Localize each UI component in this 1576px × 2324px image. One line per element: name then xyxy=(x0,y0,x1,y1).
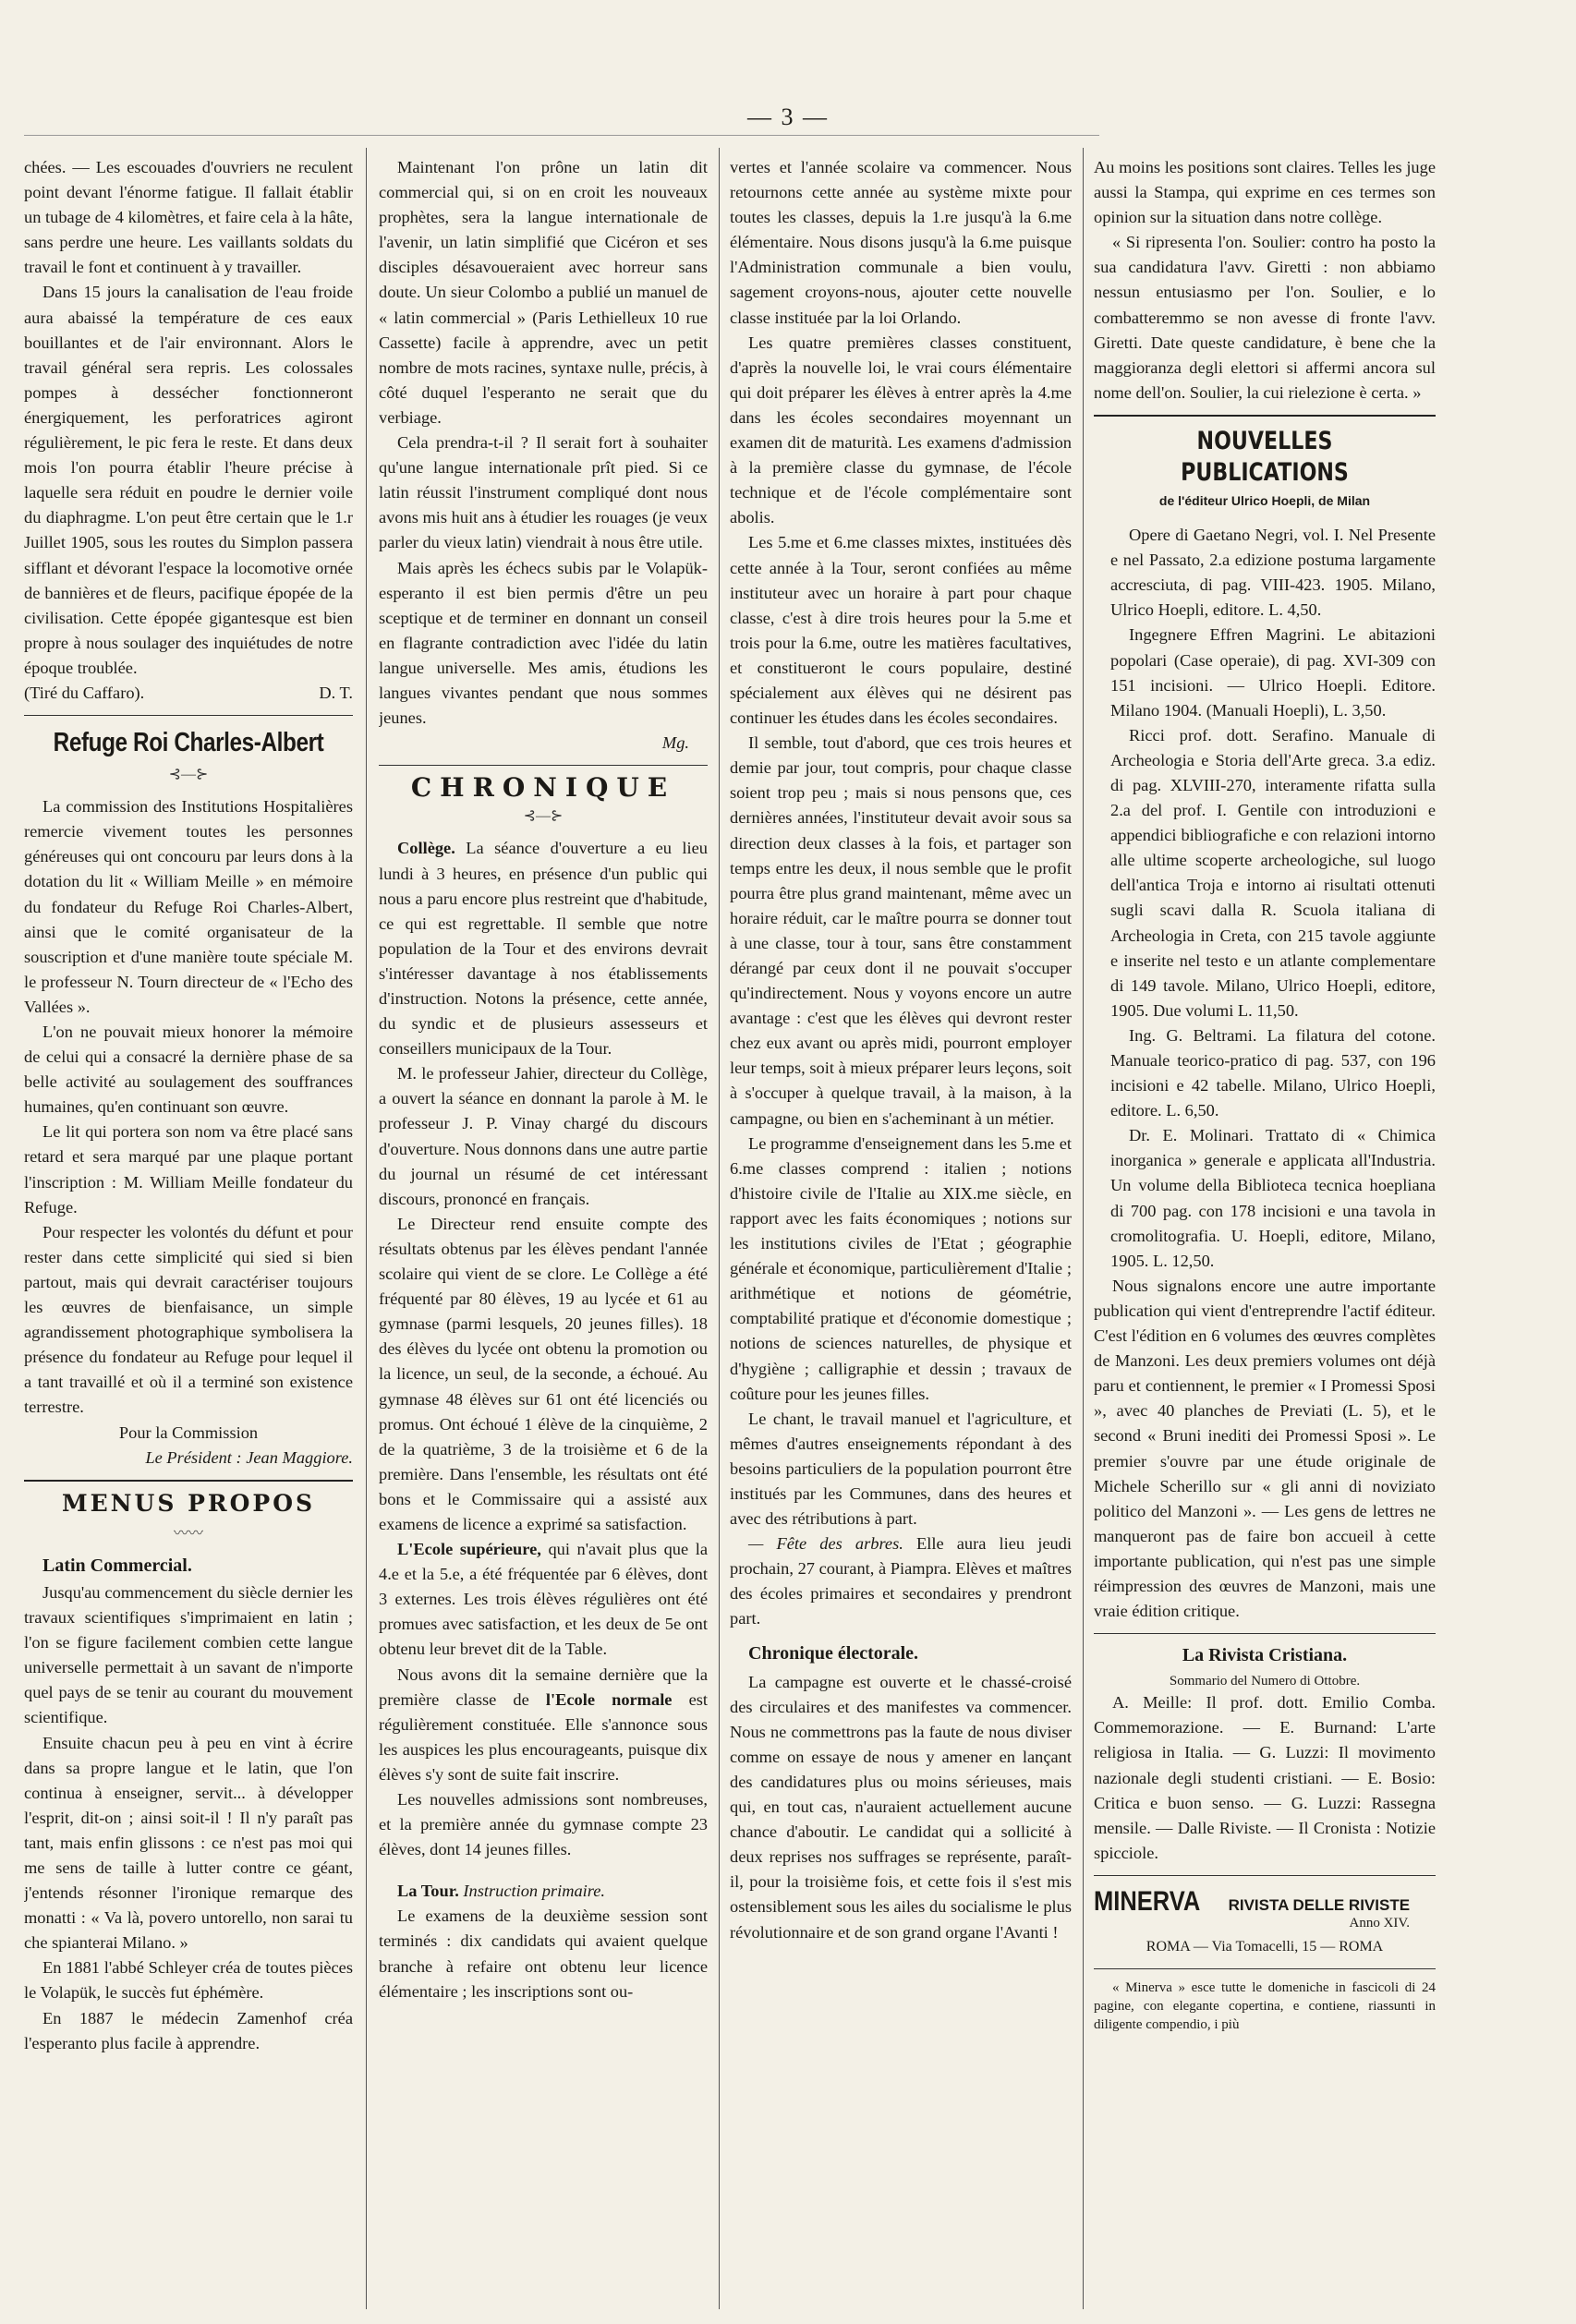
ecole-text: qui n'avait plus que la 4.e et la 5.e, a été fréquentée par 6 élèves, dont 3 externes. Les trois élèves régulières ont été promues avec satisfaction, et les deux de 5e ont obtenu leur brevet dit de la Table. xyxy=(379,1540,708,1659)
ecole-lead: L'Ecole supérieure, xyxy=(397,1540,541,1559)
section-divider xyxy=(24,715,353,716)
rivista-cristiana-heading: La Rivista Cristiana. xyxy=(1182,1645,1348,1666)
section-divider xyxy=(1094,1875,1436,1876)
fete-lead: — Fête des arbres. xyxy=(748,1534,903,1554)
minerva-masthead xyxy=(1094,1885,1436,1932)
nouvelles-publications-subheading: de l'éditeur Ulrico Hoepli, de Milan xyxy=(1158,492,1371,508)
article-signature: Mg. xyxy=(661,733,689,753)
article-paragraph: Pour respecter les volontés du défunt et pour rester dans cette simplicité qui sied si bien partout, mais qui devrait caractériser toujours les œuvres de bienfaisance, un simple agrandissement photographique symbolisera la présence du fondateur au Refuge pour lequel il a tant travaillé et où il a terminé son existence terrestre. xyxy=(24,1222,353,1417)
chronique-heading: CHRONIQUE xyxy=(410,772,676,804)
publication-entry: Ricci prof. dott. Serafino. Manuale di Archeologia e Storia dell'Arte greca. 3.a ediz. di pag. XLVIII-270, interamente rifatta sulla 2.a del prof. I. Gentile con introduzioni e appendici bibliografiche e con relazioni intorno alle ultime scoperte archeologiche, sul luogo dell'antica Troja e intorno ai risultati ottenuti sugli scavi dalla R. Scuola italiana di Archeologia in Creta, con 215 tavole aggiunte e inserite nel testo e un atlante complementare di 149 tavole. Milano, Ulrico Hoepli, editore, 1905. Due volumi L. 11,50. xyxy=(1110,725,1436,1020)
page-number: — 3 — xyxy=(747,103,829,130)
article-paragraph xyxy=(379,1879,708,1904)
column-divider xyxy=(719,148,720,2309)
publication-entry: Dr. E. Molinari. Trattato di « Chimica inorganica » generale e applicata all'Industria. Un volume della Biblioteca tecnica hoepliana di 700 pag. con 178 incisioni e una tavola in cromolitografia. U. Hoepli, editore, Milano, 1905. L. 12,50. xyxy=(1110,1126,1436,1270)
menus-propos-heading: MENUS PROPOS xyxy=(61,1489,316,1517)
article-paragraph: Maintenant l'on prône un latin dit commercial qui, si on en croit les nouveaux prophètes, sera la langue internationale de l'avenir, un latin simplifié que Cicéron et ses disciples désavoueraient avec horreur sans doute. Un sieur Colombo a publié un manuel de « latin commercial » (Paris Lethielleux 10 rue Cassette) facile à apprendre, avec un petit nombre de mots racines, syntaxe nulle, précis, à côté duquel l'esperanto ne serait que du verbiage. xyxy=(379,158,708,427)
minerva-name: MINERVA xyxy=(1094,1885,1201,1917)
latin-commercial-heading: Latin Commercial. xyxy=(42,1555,192,1576)
source-signature: D. T. xyxy=(319,683,353,702)
section-divider xyxy=(379,765,708,766)
article-paragraph: Le chant, le travail manuel et l'agriculture, et mêmes d'autres enseignements répondant à des besoins particuliers de la population pourront être institués par les Communes, dans des heures et avec des rétributions à part. xyxy=(730,1409,1072,1529)
article-paragraph: Le programme d'enseignement dans les 5.me et 6.me classes comprend : italien ; notions d'histoire civile de l'Italie au XIX.me siècle, en rapport avec les faits économiques ; notions sur les institutions civiles de l'Etat ; géographie générale et économique, particulièrement d'Italie ; arithmétique et notions de géométrie, comptabilité pratique et d'économie domestique ; notions de sciences naturelles, de physique et d'hygiène ; calligraphie et dessin ; travaux de coûture pour les jeunes filles. xyxy=(730,1133,1072,1403)
tour-sub: Instruction primaire. xyxy=(463,1882,606,1901)
minerva-title-block xyxy=(1229,1896,1410,1932)
article-paragraph: chées. — Les escouades d'ouvriers ne reculent point devant l'énorme fatigue. Il fallait établir un tubage de 4 kilomètres, et faire cela à la hâte, sans perdre une heure. Les vaillants soldats du travail le font et continuent à y travailler. xyxy=(24,158,353,277)
article-paragraph: Cela prendra-t-il ? Il serait fort à souhaiter qu'une langue internationale prît pied. Si ce latin réussit l'instrument compliqué dont nous avons mis huit ans à étudier les rouages (je veux parler du vieux latin) viendrait à nous être utile. xyxy=(379,433,708,552)
article-paragraph xyxy=(730,1531,1072,1631)
article-paragraph: Le Directeur rend ensuite compte des résultats obtenus par les élèves pendant l'année scolaire qui vient de se clore. Le Collège a été fréquenté par 80 élèves, 19 au lycée et 61 au gymnase (parmi lesquels, 20 jeunes filles). 18 des élèves du lycée ont obtenu la promotion ou la licence, un seul, de la seconde, a échoué. Au gymnase 48 élèves sur 61 ont été licenciés ou promus. Ont échoué 1 élève de la cinquième, 2 de la quatrième, 3 de la troisième et 6 de la première. Dans l'ensemble, les résultats ont été bons et le Commissaire qui a assisté aux examens de licence a exprimé sa satisfaction. xyxy=(379,1214,708,1533)
publication-entry: Ingegnere Effren Magrini. Le abitazioni popolari (Case operaie), di pag. XVI-309 con 151 incisioni. — Ulrico Hoepli. Editore. Milano 1904. (Manuali Hoepli), L. 3,50. xyxy=(1110,625,1436,720)
article-paragraph: Les 5.me et 6.me classes mixtes, instituées dès cette année à la Tour, seront confiées au même instituteur avec un horaire à part pour chaque classe, c'est à dire trois heures pour la 5.me et trois pour la 6.me, outre les matières facultatives, et constitueront le cours populaire, destiné spécialement aux élèves qui ne désirent pas continuer les études dans les écoles secondaires. xyxy=(730,533,1072,728)
section-divider xyxy=(1094,1968,1436,1969)
refuge-heading: Refuge Roi Charles-Albert xyxy=(53,728,324,758)
article-paragraph: Jusqu'au commencement du siècle dernier les travaux scientifiques s'imprimaient en latin ; l'on se figure facilement combien cette langue universelle permettait à un savant de n'importe quel pays de se tenir au courant du mouvement scientifique. xyxy=(24,1582,353,1727)
article-paragraph: En 1881 l'abbé Schleyer créa de toutes pièces le Volapük, le succès fut éphémère. xyxy=(24,1958,353,2003)
column-divider xyxy=(1083,148,1084,2309)
article-paragraph: Les nouvelles admissions sont nombreuses, et la première année du gymnase compte 23 élèves, dont 14 jeunes filles. xyxy=(379,1790,708,1859)
article-paragraph: Dans 15 jours la canalisation de l'eau froide aura abaissé la température de ces eaux bouillantes et de l'air environnant. Alors le travail général sera repris. Les colossales pompes à dessécher fonctionneront énergiquement, les perforatrices agiront régulièrement, le pic fera le reste. Et dans deux mois l'on pourra établir l'heure précise à laquelle sera réduit en poudre le dernier voile du diaphragme. L'on peut être certain que le 1.r Juillet 1905, sous les routes du Simplon passera sifflant et dévorant l'espace la locomotive ornée de bannières et de fleurs, pacifique épopée de la civilisation. Cette épopée gigantesque est bien propre à nous soulager des inquiétudes de notre époque troublée. xyxy=(24,283,353,677)
minerva-year: Anno XIV. xyxy=(1349,1915,1411,1931)
article-paragraph: Il semble, tout d'abord, que ces trois heures et demie par jour, tout compris, pour chaque classe soient trop peu ; mais si nous pensons que, ces dernières années, l'instituteur devait avoir sous sa direction deux classes à la fois, et partager son temps entre les deux, il nous semble que le profit pourra être plus grand maintenant, même avec un horaire réduit, car le maître pourra se donner tout à une classe, tour à tour, sans être constamment dérangé par ceux dont il ne pouvait s'occuper qu'indirectement. Nous y voyons encore un autre avantage : c'est que les élèves qui devront rester chez eux avant ou après midi, pourront employer leur temps, soit à mieux préparer leurs leçons, soit à s'occuper à quelque travail, à la maison, à la campagne, ou bien en s'acheminant à un métier. xyxy=(730,733,1072,1128)
chronique-electorale-heading: Chronique électorale. xyxy=(748,1642,919,1664)
section-divider xyxy=(1094,1633,1436,1634)
article-paragraph: La campagne est ouverte et le chassé-croisé des circulaires et des manifestes va commencer. Nous ne commettrons pas la faute de nous diviser comme on essaye de nous y amener en lançant des candidatures plus ou moins sérieuses, mais qui, en tout cas, n'auraient actuellement aucune chance d'aboutir. Le candidat qui a sollicité à deux reprises nos suffrages se représente, paraît-il, pour la troisième fois, et cette fois il s'est mis ostensiblement sous les ailes du socialisme le plus révolutionnaire et de son grand organe l'Avanti ! xyxy=(730,1672,1072,1942)
column-2 xyxy=(379,155,708,2289)
article-paragraph: Le lit qui portera son nom va être placé sans retard et sera marqué par une plaque portant l'inscription : M. William Meille fondateur du Refuge. xyxy=(24,1122,353,1216)
article-paragraph: A. Meille: Il prof. dott. Emilio Comba. Commemorazione. — E. Burnand: L'arte religiosa in Italia. — G. Luzzi: Il movimento nazionale degli studenti cristiani. — E. Bosio: Critica e buon senso. — G. Luzzi: Rassegna mensile. — Dalle Riviste. — Il Cronista : Notizie spicciole. xyxy=(1094,1693,1436,1862)
nouvelles-publications-heading: NOUVELLES PUBLICATIONS xyxy=(1181,426,1349,487)
college-text: La séance d'ouverture a eu lieu lundi à 3 heures, en présence d'un public qui nous a paru encore plus restreint que d'habitude, ce qui est regrettable. Il semble que notre population de la Tour et des environs devrait s'intéresser davantage à nos établissements d'instruction. Notons la présence, cette année, du syndic et de plusieurs assesseurs et conseillers municipaux de la Tour. xyxy=(379,839,708,1059)
article-paragraph: « Si ripresenta l'on. Soulier: contro ha posto la sua candidatura l'avv. Giretti : non abbiamo nessun entusiasmo per l'on. Soulier, e lo combatteremmo se non avesse di fronte l'avv. Giretti. Date queste candidature, è bene che la maggioranza degli elettori si affermi ancora sul nome dell'on. Soulier, la cui rielezione è certa. » xyxy=(1094,233,1436,402)
article-paragraph: La commission des Institutions Hospitalières remercie vivement toutes les personnes généreuses qui ont concouru par leurs dons à la dotation du lit « William Meille » en mémoire du fondateur du Refuge Roi Charles-Albert, ainsi que le comité organisateur de la souscription et d'une manière toute spéciale M. le professeur N. Tourn directeur de « l'Echo des Vallées ». xyxy=(24,797,353,1016)
column-1 xyxy=(24,155,353,2289)
article-paragraph: L'on ne pouvait mieux honorer la mémoire de celui qui a consacré la dernière phase de sa belle activité au soulagement des souffrances humaines, qu'en continuant son œuvre. xyxy=(24,1023,353,1117)
article-paragraph: Les quatre premières classes constituent, d'après la nouvelle loi, le vrai cours élémentaire qui doit préparer les élèves à entrer après la 4.me dans les écoles secondaires moyennant un examen dit de maturità. Les examens d'admission à la première classe du gymnase, de l'école technique et de l'école complémentaire sont abolis. xyxy=(730,333,1072,527)
article-paragraph: vertes et l'année scolaire va commencer. Nous retournons cette année au système mixte pour toutes les classes, depuis la 1.re jusqu'à la 6.me élémentaire. Nous disons jusqu'à la 6.me puisque l'Administration communale a bien voulu, sagement croyons-nous, ajouter cette nouvelle classe instituée par la loi Orlando. xyxy=(730,158,1072,327)
refuge-signature-line1: Pour la Commission xyxy=(118,1422,259,1442)
article-paragraph xyxy=(379,1663,708,1787)
article-paragraph: En 1887 le médecin Zamenhof créa l'esperanto plus facile à apprendre. xyxy=(24,2008,353,2052)
article-paragraph xyxy=(379,1537,708,1662)
minerva-title: RIVISTA DELLE RIVISTE xyxy=(1228,1895,1411,1914)
article-paragraph: Ensuite chacun peu à peu en vint à écrire dans sa propre langue et le latin, que l'on continua à enseigner, servit... à développer l'esprit, dit-on ; ainsi soit-il ! Il n'y paraît pas tant, mais enfin glissons : ce n'est pas moi qui me sens de taille à lutter contre ce géant, j'entends résonner l'ironique remarque des monatti : « Va là, povero untorello, non sarai tu che spianterai Milano. » xyxy=(24,1733,353,1953)
article-paragraph xyxy=(379,836,708,1061)
publication-entry: Ing. G. Beltrami. La filatura del cotone. Manuale teorico-pratico di pag. 537, con 196 incisioni e 42 tabelle. Milano, Ulrico Hoepli, editore. L. 6,50. xyxy=(1110,1025,1436,1120)
publication-entry: Opere di Gaetano Negri, vol. I. Nel Presente e nel Passato, 2.a edizione postuma largamente accresciuta, di pag. VIII-423. 1905. Milano, Ulrico Hoepli, editore. L. 4,50. xyxy=(1110,526,1436,620)
college-lead: Collège. xyxy=(397,839,455,858)
article-paragraph: M. le professeur Jahier, directeur du Collège, a ouvert la séance en donnant la parole à M. le professeur J. P. Vinay chargé du discours d'ouverture. Nous donnons dans une autre partie du journal un résumé de cet intéressant discours, prononcé en français. xyxy=(379,1064,708,1208)
article-paragraph: Nous signalons encore une autre importante publication qui vient d'entreprendre l'actif éditeur. C'est l'édition en 6 volumes des œuvres complètes de Manzoni. Les deux premiers volumes ont déjà paru et contiennent, le premier « I Promessi Sposi », avec 40 planches de Previati (L. 5), et le second « Bruni inediti dei Promessi Sposi ». Le premier s'ouvre par une étude originale de Michele Scherillo sur « gli anni di noviziato politico del Manzoni ». — Les gens de lettres ne manqueront pas de faire bon accueil à cette importante publication, qui n'est pas une simple réimpression des œuvres de Manzoni, mais une vraie édition critique. xyxy=(1094,1276,1436,1621)
normale-text-1: Nous avons dit la semaine dernière que la première classe de xyxy=(379,1664,708,1709)
normale-bold: l'Ecole normale xyxy=(545,1689,673,1709)
minerva-description: « Minerva » esce tutte le domeniche in fascicoli di 24 pagine, con elegante copertina, e contiene, riassunti in diligente compendio, i più xyxy=(1094,1980,1436,2032)
fete-text: Elle aura lieu jeudi prochain, 27 courant, à Piampra. Elèves et maîtres des écoles primaires et secondaires y prendront part. xyxy=(730,1534,1072,1628)
article-paragraph: Au moins les positions sont claires. Telles les juge aussi la Stampa, qui exprime en ces termes son opinion sur la situation dans notre collège. xyxy=(1094,158,1436,227)
ornament: 〰〰 xyxy=(173,1525,203,1542)
minerva-address: ROMA — Via Tomacelli, 15 — ROMA xyxy=(1146,1938,1384,1955)
article-source xyxy=(24,681,353,706)
rivista-cristiana-subheading: Sommario del Numero di Ottobre. xyxy=(1169,1674,1361,1689)
article-paragraph: Mais après les échecs subis par le Volapük-esperanto il est bien permis d'être un peu sceptique et de terminer en donnant un conseil en flagrante contradiction avec l'idée du latin langue universelle. Mes amis, étudions les langues vivantes pendant que nous sommes jeunes. xyxy=(379,558,708,728)
ornament: ⊰—⊱ xyxy=(523,808,564,825)
column-3 xyxy=(730,155,1072,2289)
ornament: ⊰—⊱ xyxy=(168,767,209,783)
refuge-signature-line2: Le Président : Jean Maggiore. xyxy=(145,1447,353,1467)
section-divider xyxy=(24,1480,353,1482)
tour-lead: La Tour. xyxy=(397,1882,459,1901)
normale-text-2: est régulièrement constituée. Elle s'annonce sous les auspices les plus encourageants, puisque dix élèves s'y sont de suite fait inscrire. xyxy=(379,1689,708,1784)
column-4 xyxy=(1094,155,1436,2289)
column-divider xyxy=(366,148,367,2309)
source-text: (Tiré du Caffaro). xyxy=(24,683,145,702)
section-divider xyxy=(1094,415,1436,417)
article-paragraph: Le examens de la deuxième session sont terminés : dix candidats qui avaient quelque branche à refaire ont obtenu leur licence élémentaire ; les inscriptions sont ou- xyxy=(379,1906,708,2001)
header-rule xyxy=(24,135,1099,136)
